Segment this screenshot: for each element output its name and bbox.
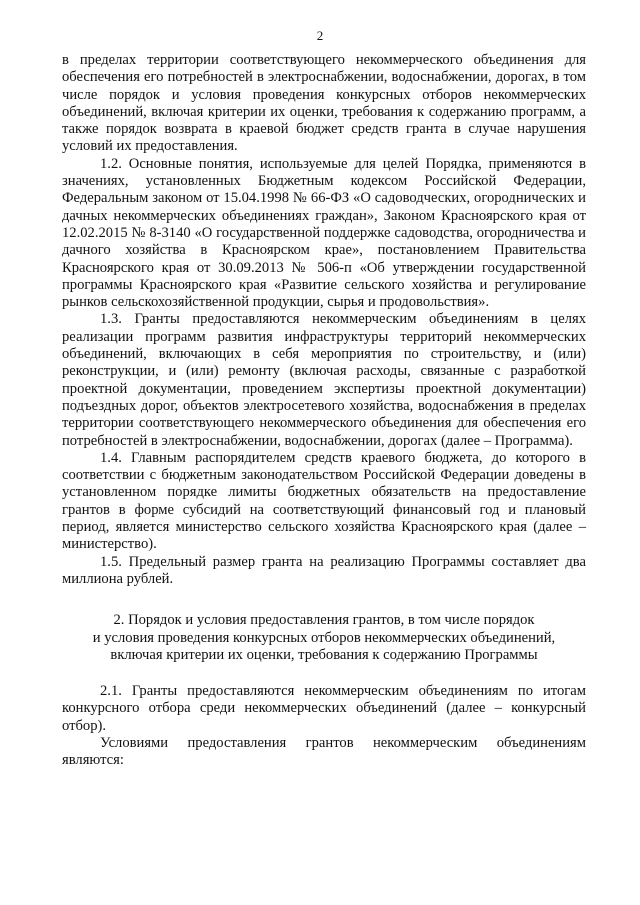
paragraph-1-5: 1.5. Предельный размер гранта на реализацию Программы составляет два миллиона рублей.	[62, 553, 586, 587]
section-heading-line: и условия проведения конкурсных отборов некоммерческих объединений,	[92, 629, 556, 646]
paragraph-1-3: 1.3. Гранты предоставляются некоммерческим объединениям в целях реализации программ развития инфраструктуры территорий некоммерческих объединений, включающих в себя мероприятия по строительству, и (или) реконструкции, и (или) ремонту (включая расходы, связанные с разработкой проектной документации, проведением экспертизы проектной документации) подъездных дорог, объектов электросетевого хозяйства, водоснабжения в пределах территории соответствующего некоммерческого объединения для обеспечения его потребностей в электроснабжении, водоснабжении, дорогах (далее – Программа).	[62, 311, 586, 449]
paragraph-conditions: Условиями предоставления грантов некоммерческим объединениям являются:	[62, 734, 586, 769]
paragraph-2-1: 2.1. Гранты предоставляются некоммерческим объединениям по итогам конкурсного отбора среди некоммерческих объединений (далее – конкурсный отбор).	[62, 683, 586, 734]
paragraph-continuation: в пределах территории соответствующего некоммерческого объединения для обеспечения его потребностей в электроснабжении, водоснабжении, дорогах, в том числе порядок и условия проведения конкурсных отборов некоммерческих объединений, включая критерии их оценки, требования к содержанию программ, а также порядок возврата в краевой бюджет средств гранта в случае нарушения условий их предоставления.	[62, 52, 586, 155]
document-body	[62, 52, 586, 770]
page-number: 2	[316, 28, 324, 43]
paragraph-1-4: 1.4. Главным распорядителем средств краевого бюджета, до которого в соответствии с бюджетным законодательством Российской Федерации доведены в установленном порядке лимиты бюджетных обязательств на предоставление грантов в форме субсидий на соответствующий финансовый год и плановый период, является министерство сельского хозяйства Красноярского края (далее – министерство).	[62, 449, 586, 553]
section-heading	[62, 612, 586, 664]
paragraph-1-2: 1.2. Основные понятия, используемые для целей Порядка, применяются в значениях, установленных Бюджетным кодексом Российской Федерации, Федеральным законом от 15.04.1998 № 66-ФЗ «О садоводческих, огороднических и дачных некоммерческих объединениях граждан», Законом Красноярского края от 12.02.2015 № 8-3140 «О государственной поддержке садоводства, огородничества и дачного хозяйства в Красноярском крае», постановлением Правительства Красноярского края от 30.09.2013 № 506-п «Об утверждении государственной программы Красноярского края «Развитие сельского хозяйства и регулирование рынков сельскохозяйственной продукции, сырья и продовольствия».	[62, 155, 586, 311]
section-heading-line: включая критерии их оценки, требования к содержанию Программы	[110, 646, 538, 663]
section-heading-line: 2. Порядок и условия предоставления грантов, в том числе порядок	[113, 612, 535, 629]
